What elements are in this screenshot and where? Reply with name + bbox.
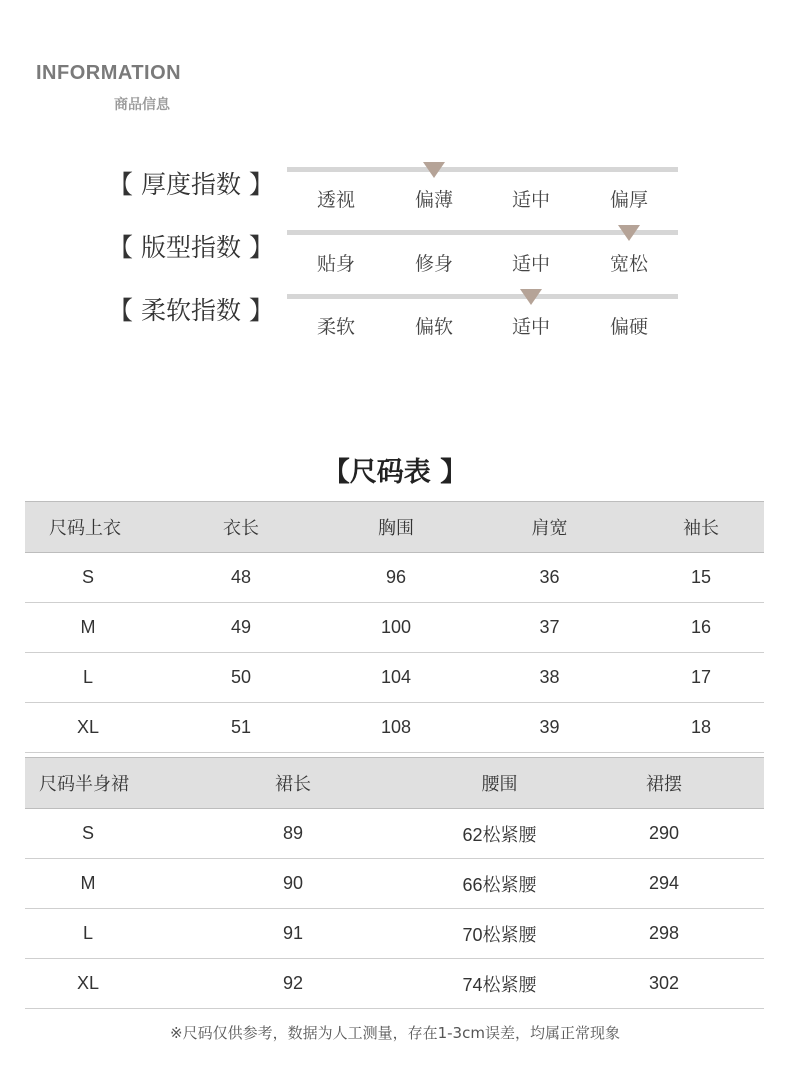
table-header-row bbox=[25, 758, 764, 809]
table-cell: 90 bbox=[151, 859, 435, 909]
table-header-cell: 袖长 bbox=[638, 502, 764, 553]
table-row bbox=[25, 859, 764, 909]
table-cell: M bbox=[25, 603, 151, 653]
table-cell: 298 bbox=[564, 909, 764, 959]
table-cell: XL bbox=[25, 703, 151, 753]
table-cell: 48 bbox=[151, 553, 331, 603]
index-option: 偏软 bbox=[414, 316, 453, 338]
table-cell: 92 bbox=[151, 959, 435, 1009]
index-bar bbox=[287, 167, 678, 172]
index-option: 适中 bbox=[511, 316, 550, 338]
info-title: INFORMATION bbox=[36, 62, 182, 84]
table-header-cell: 裙摆 bbox=[564, 758, 764, 809]
footnote: ※尺码仅供参考，数据为人工测量，存在1-3cm误差，均属正常现象 bbox=[170, 1024, 620, 1042]
index-option: 偏硬 bbox=[609, 316, 648, 338]
index-bar bbox=[287, 294, 678, 299]
table-cell: 70松紧腰 bbox=[435, 909, 564, 959]
index-option: 适中 bbox=[511, 189, 550, 211]
table-cell: 38 bbox=[461, 653, 638, 703]
table-header-row bbox=[25, 502, 764, 553]
table-header-cell: 尺码半身裙 bbox=[25, 758, 151, 809]
index-option: 宽松 bbox=[609, 253, 648, 275]
index-label: 【 柔软指数 】 bbox=[108, 296, 274, 325]
table-cell: M bbox=[25, 859, 151, 909]
table-header-cell: 腰围 bbox=[435, 758, 564, 809]
table-cell: 15 bbox=[638, 553, 764, 603]
index-option: 贴身 bbox=[316, 253, 355, 275]
table-header-cell: 尺码上衣 bbox=[25, 502, 151, 553]
table-cell: 89 bbox=[151, 809, 435, 859]
table-cell: S bbox=[25, 553, 151, 603]
index-option: 透视 bbox=[316, 189, 355, 211]
index-marker-icon bbox=[423, 162, 445, 178]
table-cell: 100 bbox=[331, 603, 461, 653]
table-cell: 74松紧腰 bbox=[435, 959, 564, 1009]
table-row bbox=[25, 603, 764, 653]
table-cell: 49 bbox=[151, 603, 331, 653]
index-option: 偏厚 bbox=[609, 189, 648, 211]
table-cell: 51 bbox=[151, 703, 331, 753]
index-label: 【 厚度指数 】 bbox=[108, 170, 274, 199]
index-marker-icon bbox=[618, 225, 640, 241]
table-row bbox=[25, 553, 764, 603]
table-header-cell: 肩宽 bbox=[461, 502, 638, 553]
table-row bbox=[25, 809, 764, 859]
top-size-table bbox=[25, 501, 764, 753]
table-cell: XL bbox=[25, 959, 151, 1009]
info-subtitle: 商品信息 bbox=[114, 97, 170, 113]
table-row bbox=[25, 703, 764, 753]
table-cell: S bbox=[25, 809, 151, 859]
index-option: 偏薄 bbox=[414, 189, 453, 211]
table-cell: 18 bbox=[638, 703, 764, 753]
table-cell: L bbox=[25, 653, 151, 703]
table-row bbox=[25, 909, 764, 959]
table-row bbox=[25, 959, 764, 1009]
table-cell: 91 bbox=[151, 909, 435, 959]
table-cell: 39 bbox=[461, 703, 638, 753]
table-header-cell: 胸围 bbox=[331, 502, 461, 553]
table-cell: 302 bbox=[564, 959, 764, 1009]
index-label: 【 版型指数 】 bbox=[108, 233, 274, 262]
table-cell: 290 bbox=[564, 809, 764, 859]
index-option: 适中 bbox=[511, 253, 550, 275]
table-cell: 66松紧腰 bbox=[435, 859, 564, 909]
table-cell: 50 bbox=[151, 653, 331, 703]
table-cell: 16 bbox=[638, 603, 764, 653]
table-cell: 17 bbox=[638, 653, 764, 703]
table-cell: 37 bbox=[461, 603, 638, 653]
table-header-cell: 裙长 bbox=[151, 758, 435, 809]
table-header-cell: 衣长 bbox=[151, 502, 331, 553]
skirt-size-table bbox=[25, 757, 764, 1009]
index-option: 柔软 bbox=[316, 316, 355, 338]
table-cell: 36 bbox=[461, 553, 638, 603]
table-cell: L bbox=[25, 909, 151, 959]
table-row bbox=[25, 653, 764, 703]
table-cell: 104 bbox=[331, 653, 461, 703]
table-cell: 62松紧腰 bbox=[435, 809, 564, 859]
table-cell: 294 bbox=[564, 859, 764, 909]
index-option: 修身 bbox=[414, 253, 453, 275]
table-cell: 108 bbox=[331, 703, 461, 753]
table-cell: 96 bbox=[331, 553, 461, 603]
size-chart-title: 【尺码表 】 bbox=[322, 457, 468, 488]
index-marker-icon bbox=[520, 289, 542, 305]
